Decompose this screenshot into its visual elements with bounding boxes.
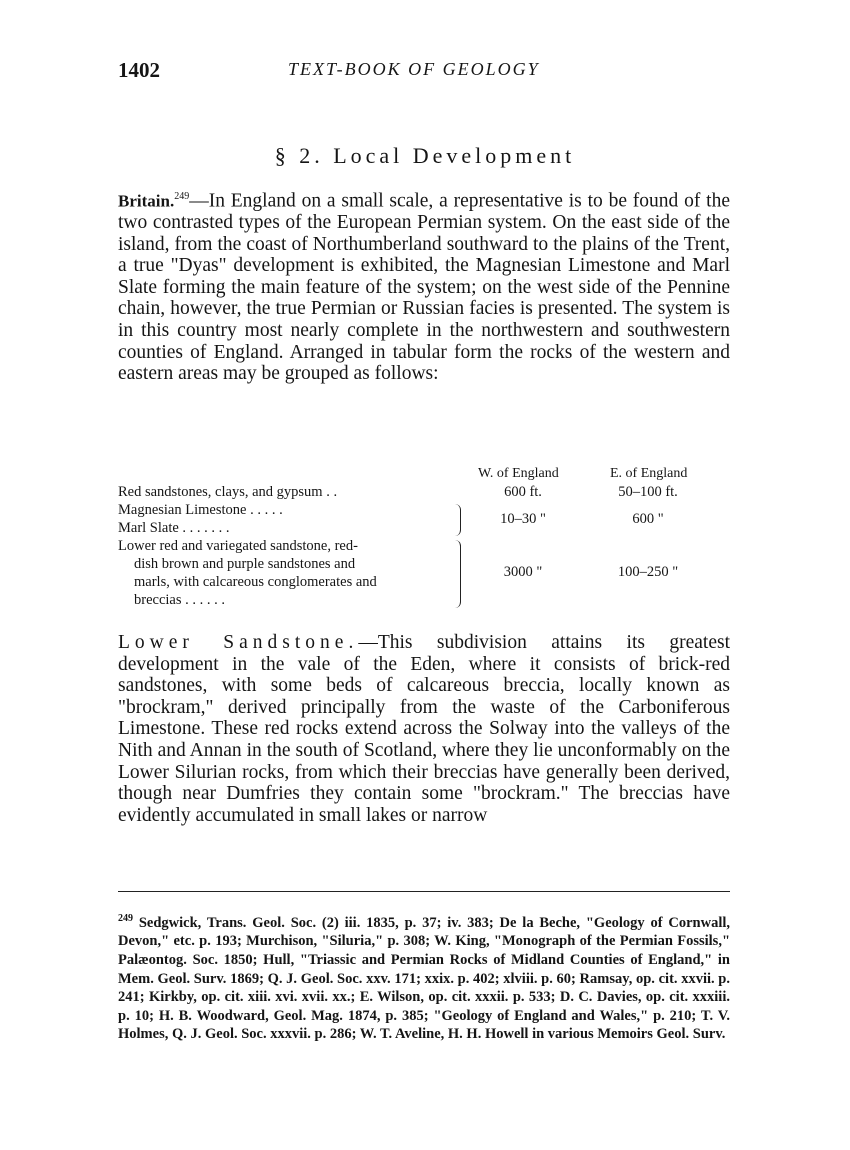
brace-group-1	[454, 504, 461, 536]
running-header	[118, 58, 730, 88]
table-cell-east: 50–100 ft.	[618, 484, 678, 500]
paragraph-lead: Britain.	[118, 191, 175, 211]
running-title: TEXT-BOOK OF GEOLOGY	[288, 59, 540, 79]
footnote	[118, 910, 730, 1044]
strata-table	[118, 462, 730, 612]
table-cell-west: 600 ft.	[504, 484, 542, 500]
table-row-label: dish brown and purple sandstones and	[134, 556, 356, 572]
table-row-label: Marl Slate . . . . . . .	[118, 520, 230, 536]
footnote-divider	[118, 891, 730, 892]
section-heading: § 2. Local Development	[274, 143, 576, 168]
paragraph-britain	[118, 186, 730, 385]
table-cell-east: 600 "	[632, 511, 664, 527]
table-cell-west: 10–30 "	[500, 511, 546, 527]
table-row-label: Lower red and variegated sandstone, red-	[118, 538, 358, 554]
footnote-marker: 249	[118, 913, 133, 924]
paragraph-text: —In England on a small scale, a representative is to be found of the two contrasted types of the European Permian system. On the east side of the island, from the coast of Northumberland southward to the plains of the Trent, a true "Dyas" development is exhibited, the Magnesian Limestone and Marl Slate forming the main feature of the system; on the west side of the Pennine chain, however, the true Permian or Russian facies is presented. The system is in this country most nearly complete in the northwestern and southwestern counties of England. Arranged in tabular form the rocks of the western and eastern areas may be grouped as follows:	[118, 190, 730, 385]
table-cell-west: 3000 "	[503, 564, 543, 580]
paragraph-text: —This subdivision attains its greatest development in the vale of the Eden, where it consists of brick-red sandstones, with some beds of calcareous breccia, locally known as "brockram," derived principally from the waste of the Carboniferous Limestone. These red rocks extend across the Solway into the valleys of the Nith and Annan in the south of Scotland, where they lie unconformably on the Lower Silurian rocks, from which their breccias have generally been derived, though near Dumfries they contain some "brockram." The breccias have evidently accumulated in small lakes or narrow	[118, 632, 731, 826]
column-header-east: E. of England	[610, 466, 688, 481]
table-row-label: marls, with calcareous conglomerates and	[134, 574, 377, 590]
paragraph-lower-sandstone	[118, 632, 730, 826]
table-row-label: Magnesian Limestone . . . . .	[118, 502, 283, 518]
table-cell-east: 100–250 "	[617, 564, 679, 580]
footnote-text: Sedgwick, Trans. Geol. Soc. (2) iii. 1835, p. 37; iv. 383; De la Beche, "Geology of Cornwall, Devon," etc. p. 193; Murchison, "Siluria," p. 308; W. King, "Monograph of the Permian Fossils," Palæontog. Soc. 1850; Hull, "Triassic and Permian Rocks of Midland Counties of England," in Mem. Geol. Surv. 1869; Q. J. Geol. Soc. xxv. 171; xxix. p. 402; xlviii. p. 60; Ramsay, op. cit. xxvii. p. 241; Kirkby, op. cit. xiii. xvi. xvii. xx.; E. Wilson, op. cit. xxxii. p. 533; D. C. Davies, op. cit. xxxiii. p. 10; H. B. Woodward, Geol. Mag. 1874, p. 385; "Geology of England and Wales," p. 210; T. V. Holmes, Q. J. Geol. Soc. xxxvii. p. 286; W. T. Aveline, H. H. Howell in various Memoirs Geol. Surv.	[118, 914, 731, 1043]
brace-group-2	[454, 540, 461, 608]
table-row-label: breccias . . . . . .	[134, 592, 225, 608]
table-row-label: Red sandstones, clays, and gypsum . .	[118, 484, 338, 500]
paragraph-lead: Lower Sandstone.	[118, 632, 359, 653]
column-header-west: W. of England	[478, 466, 559, 481]
footnote-reference[interactable]: 249	[174, 191, 190, 202]
page-number: 1402	[118, 58, 160, 82]
